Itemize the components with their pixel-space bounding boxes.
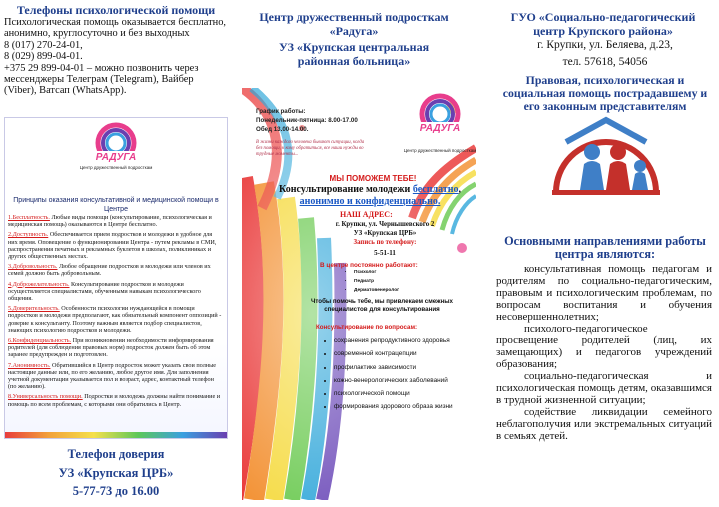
quote: В жизни каждого человека бывают ситуации, когда без помощи, к кому обратиться, все наши нужды во трудные моменты...	[256, 140, 365, 157]
psych-help-title: Телефоны психологической помощи	[16, 3, 216, 17]
topic-item: • сохранения репродуктивного здоровья	[334, 334, 453, 347]
phone-number: 5-51-11	[374, 249, 396, 257]
logo-text: РАДУГА	[95, 152, 137, 163]
principle-text: Особенности психологии нуждающейся в помощи подростков и молодежи предполагают, как обязательный компонент оппозиций - доверие к консультанту. Поэтому важным является подбор специалистов, знающих психологию подростков и молодежи.	[8, 305, 222, 334]
consult-anon: анонимно и конфиденциально.	[299, 196, 441, 207]
phone-title: Запись по телефону:	[353, 239, 417, 246]
topics-title: Консультирование по вопросам:	[316, 324, 418, 331]
trust-hours: 5-77-73 до 16.00	[72, 484, 160, 498]
address-line: г. Крупки, ул. Чернышевского 2	[335, 221, 435, 228]
schedule-title: График работы:	[256, 108, 306, 115]
logo-caption: Центр дружественный подросткам	[403, 148, 476, 153]
consult-free: бесплатно	[412, 184, 459, 195]
center-title: Центр дружественный подросткам «Радуга»	[259, 10, 449, 38]
logo-caption: Центр дружественный подросткам	[79, 165, 153, 170]
principle-head: 7.Анонимность.	[8, 361, 51, 369]
direction-item: психолого-педагогическое просвещение родителей (лиц, их замещающих) и педагогов учреждений образования;	[496, 322, 712, 371]
principle-item	[8, 393, 222, 407]
family-icon	[546, 112, 666, 220]
consult-b: ,	[458, 184, 461, 195]
org-phone: тел. 57618, 54056	[562, 56, 648, 68]
psych-help-line: Психологическая помощь оказывается бесплатно, анонимно, круглосуточно и без выходных	[4, 17, 226, 40]
principle-head: 4.Доброжелательность.	[8, 280, 70, 288]
staff-item: • Педиатр	[354, 277, 399, 286]
directions-list	[496, 264, 712, 443]
principle-item	[8, 214, 222, 228]
principles-list	[8, 214, 222, 411]
psych-help-line: +375 29 899-04-01 – можно позвонить через мессенджеры Телеграм (Telegram), Вайбер (Viber), Ватсап (WhatsApp).	[4, 62, 199, 97]
principle-item	[8, 281, 222, 303]
staff-item: • Психолог	[354, 268, 399, 277]
schedule-lunch: Обед 13.00-14.00.	[256, 126, 309, 133]
consult-text	[270, 184, 470, 208]
principle-head: 2.Доступность.	[8, 231, 49, 239]
principle-head: 8.Универсальность помощи.	[8, 393, 83, 401]
principle-text: При возникновении необходимости информирования родителей (для соблюдения правовых норм) подросток должен быть об этом заранее предупрежден и подготовлен.	[8, 337, 214, 359]
trust-title: Телефон доверия	[67, 447, 165, 461]
principle-item	[8, 362, 222, 391]
principles-box	[4, 117, 228, 439]
principle-head: 6.Конфиденциальность.	[8, 337, 72, 345]
org-address: г. Крупки, ул. Беляева, д.23,	[537, 39, 673, 51]
principle-head: 1.Бесплатность.	[8, 214, 50, 221]
direction-item: социально-педагогическая и психологическая помощь детям, оказавшимся в трудной жизненной ситуации;	[496, 370, 712, 406]
principle-head: 3.Добровольность.	[8, 263, 58, 271]
topic-item: • профилактике зависимости	[334, 361, 453, 374]
topic-item: • кожно-венерологических заболеваний	[334, 374, 453, 387]
direction-item: консультативная помощь педагогам и родителям по социально-педагогическим, правовым и психологическим проблемам, по вопросам воспитания и обучения несовершеннолетних;	[496, 263, 712, 323]
principle-item	[8, 231, 222, 260]
psych-help-line: 8 (017) 270-24-01,	[4, 39, 83, 51]
topic-item: • формирования здорового образа жизни	[334, 400, 453, 413]
principle-text: Любые виды помощи (консультирование, психологическая и медицинская помощь) оказываются в Центре бесплатно.	[8, 214, 212, 229]
topic-item: • современной контрацепции	[334, 347, 453, 360]
staff-title: В центре постоянно работают:	[320, 262, 418, 269]
trust-org: УЗ «Крупская ЦРБ»	[58, 466, 174, 480]
address-org: УЗ «Крупская ЦРБ»	[353, 230, 417, 237]
topic-item: • психологической помощи	[334, 387, 453, 400]
psych-help-line: 8 (029) 899-04-01.	[4, 51, 83, 63]
org-subtitle: Правовая, психологическая и социальная помощь пострадавшему и его законным представителям	[502, 73, 708, 113]
address-title: НАШ АДРЕС:	[340, 210, 393, 219]
logo-text: РАДУГА	[419, 123, 461, 134]
help-title: МЫ ПОМОЖЕМ ТЕБЕ!	[329, 174, 417, 183]
principle-text: Любое обращение подростков и молодежи или членов их семей должно быть добровольным.	[8, 263, 211, 278]
directions-title: Основными направлениями работы центра являются:	[504, 234, 706, 261]
consult-a: Консультирование молодежи	[279, 184, 413, 195]
principle-item	[8, 305, 222, 334]
radyga-logo	[410, 92, 470, 146]
direction-item: содействие ликвидации семейного неблагополучия или экстремальных ситуаций в семьях детей.	[496, 405, 712, 442]
middle-panel	[232, 0, 480, 507]
principle-text: Обеспечивается прием подростков и молодежи в удобное для них время. Оповещение о функционировании Центра - путем рекламы в СМИ, распространения печатных и рекламных буклетов в школах, поликлиниках и других общественных местах.	[8, 231, 217, 261]
principle-text: Обратившийся в Центр подросток может указать свои полные настоящие данные или, по его желанию, любое другое имя. Для заполнения учетной документации указывается пол и возраст, адрес, контактный телефон (по желанию).	[8, 361, 216, 391]
principle-item	[8, 263, 222, 277]
org-title: ГУО «Социально-педагогический центр Крупского района»	[510, 10, 696, 38]
principles-title: Принципы оказания консультативной и медицинской помощи в Центре	[13, 197, 219, 213]
principle-text: Подростки и молодежь должны найти понимание и помощь по всем проблемам, с которыми они обратились в Центр.	[8, 393, 221, 408]
principle-item	[8, 337, 222, 359]
staff-list	[344, 268, 399, 295]
rainbow-strip	[5, 432, 227, 438]
psych-help-text	[4, 17, 226, 97]
staff-item: • Дерматовенеролог	[354, 286, 399, 295]
principle-text: Консультирование подростков и молодежи осуществляется специалистами, обученными навыкам психологического общения.	[8, 280, 201, 303]
schedule-days: Понедельник-пятница: 8.00-17.00	[256, 117, 358, 124]
right-panel	[488, 0, 719, 507]
rainbow-art	[242, 88, 476, 500]
topics-list	[324, 334, 453, 414]
invite-text: Чтобы помочь тебе, мы привлекаем смежных специалистов для консультирования	[311, 298, 453, 313]
principle-head: 5.Доверительность.	[8, 305, 60, 313]
left-panel	[0, 0, 230, 507]
hospital-title: УЗ «Крупская центральная районная больница»	[278, 40, 430, 68]
